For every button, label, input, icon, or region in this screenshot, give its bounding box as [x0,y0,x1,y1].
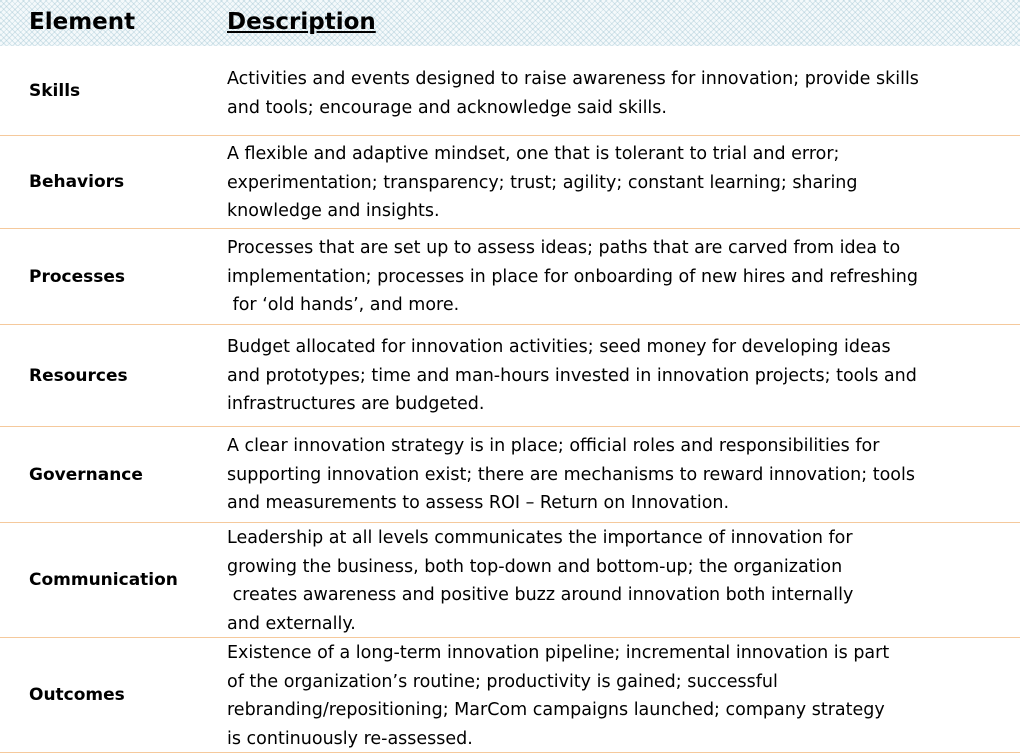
description-line: A flexible and adaptive mindset, one that is tolerant to trial and error; [227,144,840,164]
row-element: Outcomes [29,685,125,705]
table-row [0,229,1020,325]
row-element: Processes [29,266,126,287]
row-element: Communication [29,570,178,590]
row-element: Skills [29,80,81,101]
description-line: and measurements to assess ROI – Return on Innovation. [227,493,730,513]
row-element: Behaviors [29,172,125,192]
row-description [227,333,1007,419]
description-line: for ‘old hands’, and more. [227,295,460,315]
description-line: rebranding/repositioning; MarCom campaigns launched; company strategy [227,700,885,720]
description-line: Existence of a long-term innovation pipeline; incremental innovation is part [227,643,890,663]
row-description [227,432,1007,518]
row-description [227,234,1007,320]
table-header [0,0,1020,46]
table-row [0,46,1020,136]
description-line: infrastructures are budgeted. [227,394,485,414]
description-line: knowledge and insights. [227,201,440,221]
description-line: and externally. [227,613,356,634]
description-line: creates awareness and positive buzz around innovation both internally [227,585,854,605]
description-line: Budget allocated for innovation activities; seed money for developing ideas [227,337,891,357]
table-row [0,638,1020,753]
description-line: A clear innovation strategy is in place; official roles and responsibilities for [227,436,880,456]
row-description [227,639,1007,753]
description-line: supporting innovation exist; there are mechanisms to reward innovation; tools [227,464,915,485]
description-line: and prototypes; time and man-hours invested in innovation projects; tools and [227,365,917,386]
table-row [0,136,1020,229]
row-description [227,524,1007,638]
row-description [227,140,1007,226]
table-row [0,325,1020,427]
row-element: Resources [29,365,128,386]
row-element: Governance [29,464,143,485]
description-line: and tools; encourage and acknowledge said skills. [227,97,667,118]
description-line: experimentation; transparency; trust; agility; constant learning; sharing [227,172,858,193]
description-line: growing the business, both top-down and bottom-up; the organization [227,556,843,577]
table-row [0,523,1020,638]
description-line: implementation; processes in place for onboarding of new hires and refreshing [227,266,919,287]
header-element: Element [29,9,136,35]
table-row [0,427,1020,523]
description-line: is continuously re-assessed. [227,728,473,749]
description-line: Processes that are set up to assess ideas; paths that are carved from idea to [227,238,901,258]
description-line: of the organization’s routine; productivity is gained; successful [227,671,778,692]
description-line: Leadership at all levels communicates the importance of innovation for [227,528,853,548]
header-description: Description [227,9,376,35]
description-line: Activities and events designed to raise awareness for innovation; provide skills [227,69,919,89]
row-description [227,65,1007,122]
